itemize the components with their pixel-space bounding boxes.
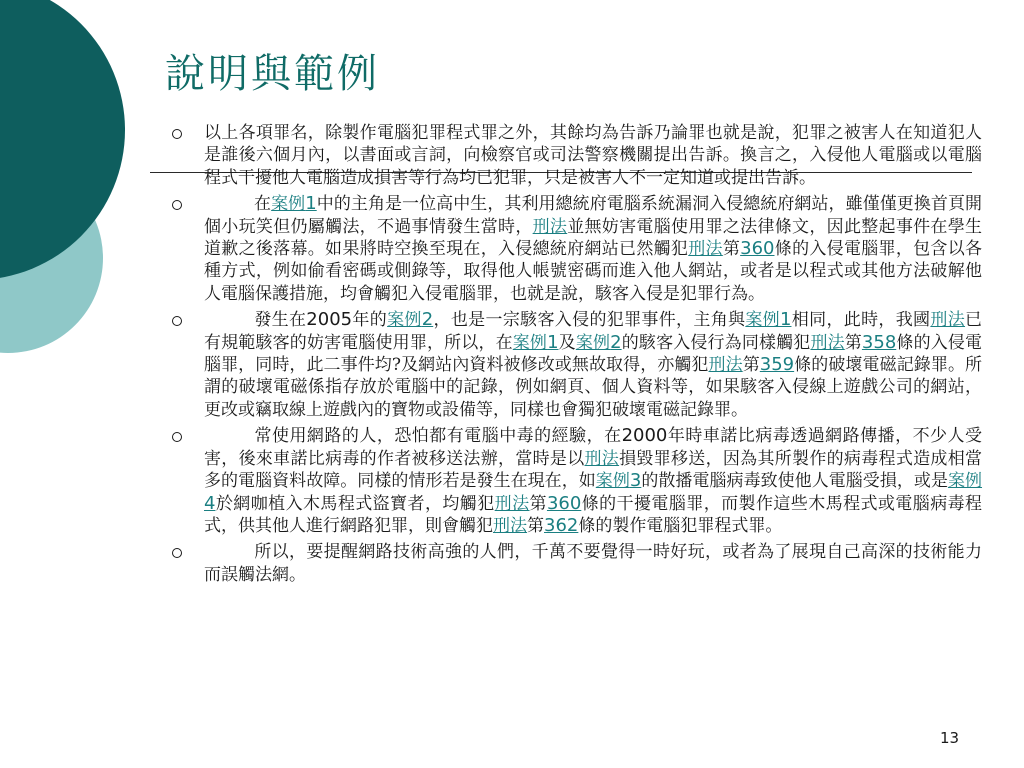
paragraph-text: 中的主角是一位高中生，其利用總統府電腦系統漏洞入侵總統府網站，雖僅僅更換首頁開個小玩笑但仍屬觸法，不過事情發生當時， [204, 194, 983, 237]
slide-title: 說明與範例 [165, 51, 380, 97]
hollow-circle-bullet-icon [172, 129, 182, 139]
hyperlink-text[interactable]: 刑法 [493, 515, 527, 536]
hyperlink-text[interactable]: 360 [546, 492, 582, 514]
hyperlink-text[interactable]: 案例 [387, 310, 422, 331]
hyperlink-text[interactable]: 案例 [575, 332, 611, 353]
hyperlink-text[interactable]: 1 [547, 331, 559, 353]
hyperlink-text[interactable]: 359 [759, 354, 795, 376]
paragraph-text: 條的破壞電磁記錄罪。所謂的破壞電磁係指存放於電腦中的記錄，例如網頁、個人資料等，如果駭客入侵線上遊戲公司的網站，更改或竊取線上遊戲內的寶物或設備等，同樣也會獨犯破壞電磁記錄罪。 [204, 355, 983, 420]
hyperlink-text[interactable]: 刑法 [532, 216, 568, 237]
paragraph-text: 第 [527, 515, 544, 536]
hyperlink-text[interactable]: 1 [305, 193, 317, 215]
bullet-paragraph [170, 193, 982, 305]
number-text: 2000 [621, 425, 668, 447]
light-teal-circle [0, 163, 103, 353]
paragraph-text: 的散播電腦病毒致使他人電腦受損，或是 [641, 471, 948, 492]
paragraph-text: 已有規範駭客的妨害電腦使用罪，所以，在 [204, 310, 983, 353]
hyperlink-text[interactable]: 刑法 [930, 310, 966, 331]
paragraph-text: 並無妨害電腦使用罪之法律條文，因此整起事件在學生道歉之後落幕。如果將時空換至現在，入侵總統府網站已然觸犯 [204, 216, 983, 260]
bullet-paragraph [170, 309, 982, 421]
paragraph-text: 條的入侵電腦罪，包含以各種方式，例如偷看密碼或側錄等，取得他人帳號密碼而進入他人網站，或者是以程式或其他方法破解他人電腦保護措施，均會觸犯入侵電腦罪，也就是說，駭客入侵是犯罪行為。 [204, 239, 983, 304]
number-text: 2005 [306, 309, 353, 331]
paragraph-text: 發生在 [254, 310, 307, 331]
hyperlink-text[interactable]: 刑法 [584, 448, 620, 469]
hollow-circle-bullet-icon [172, 432, 182, 442]
hyperlink-text[interactable]: 1 [780, 309, 792, 331]
paragraph-text: 年時車諾比病毒透過網路傳播，不少人受害，後來車諾比病毒的作者被移送法辦，當時是以 [204, 426, 983, 469]
paragraph-text: 常使用網路的人，恐怕都有電腦中毒的經驗，在 [254, 426, 622, 447]
paragraph-text: 所以，要提醒網路技術高強的人們，千萬不要覺得一時好玩，或者為了展現自己高深的技術能力而誤觸法網。 [204, 542, 982, 585]
hyperlink-text[interactable]: 案例 [512, 332, 548, 353]
paragraph-text: 相同，此時，我國 [791, 310, 931, 331]
hyperlink-text[interactable]: 案例 [271, 194, 306, 215]
paragraph-text: 損毀罪移送，因為其所製作的病毒程式造成相當多的電腦資料故障。同樣的情形若是發生在現在，如 [204, 448, 983, 492]
paragraph-text: 年的 [352, 310, 388, 331]
bullet-paragraph [170, 122, 982, 189]
hyperlink-text[interactable]: 360 [740, 238, 775, 260]
paragraph-text: 及 [558, 332, 576, 353]
hyperlink-text[interactable]: 刑法 [688, 239, 723, 260]
bullet-list [170, 122, 982, 590]
hollow-circle-bullet-icon [172, 200, 182, 210]
paragraph-text: 第 [742, 355, 760, 376]
page-number: 13 [940, 729, 960, 747]
hyperlink-text[interactable]: 3 [629, 470, 642, 492]
hyperlink-text[interactable]: 刑法 [494, 493, 530, 514]
hyperlink-text[interactable]: 2 [421, 309, 434, 331]
bullet-paragraph [170, 541, 982, 586]
paragraph-text: 第 [529, 493, 547, 514]
hyperlink-text[interactable]: 案例 [745, 310, 781, 331]
dark-teal-circle [0, 0, 125, 280]
hyperlink-text[interactable]: 358 [861, 331, 897, 353]
hollow-circle-bullet-icon [172, 316, 182, 326]
hyperlink-text[interactable]: 案例 [947, 471, 983, 492]
bullet-paragraph [170, 425, 982, 537]
paragraph-text: 條的製作電腦犯罪程式罪。 [578, 515, 783, 536]
paragraph-text: 條的入侵電腦罪，同時，此二事件均?及網站內資料被修改或無故取得，亦觸犯 [204, 332, 983, 376]
paragraph-text: 在 [254, 194, 272, 215]
hollow-circle-bullet-icon [172, 548, 182, 558]
paragraph-text: 第 [722, 239, 741, 260]
hyperlink-text[interactable]: 2 [610, 331, 622, 353]
paragraph-text: 第 [844, 332, 862, 353]
paragraph-text: 於網咖植入木馬程式盜寶者，均觸犯 [215, 493, 495, 514]
paragraph-text: 的駭客入侵行為同樣觸犯 [621, 332, 811, 353]
hyperlink-text[interactable]: 刑法 [708, 355, 743, 376]
hyperlink-text[interactable]: 刑法 [810, 332, 845, 353]
paragraph-text: ，也是一宗駭客入侵的犯罪事件，主角與 [433, 310, 746, 331]
paragraph-text: 以上各項罪名，除製作電腦犯罪程式罪之外，其餘均為告訴乃論罪也就是說，犯罪之被害人在知道犯人是誰後六個月內，以書面或言詞，向檢察官或司法警察機關提出告訴。換言之，入侵他人電腦或以電腦程式干擾他人電腦造成損害等行為均已犯罪，只是被害人不一定知道或提出告訴。 [204, 123, 982, 188]
hyperlink-text[interactable]: 案例 [595, 471, 630, 492]
hyperlink-text[interactable]: 362 [544, 514, 579, 536]
hyperlink-text[interactable]: 4 [204, 492, 216, 514]
paragraph-text: 條的干擾電腦罪，而製作這些木馬程式或電腦病毒程式，供其他人進行網路犯罪，則會觸犯 [204, 493, 983, 536]
